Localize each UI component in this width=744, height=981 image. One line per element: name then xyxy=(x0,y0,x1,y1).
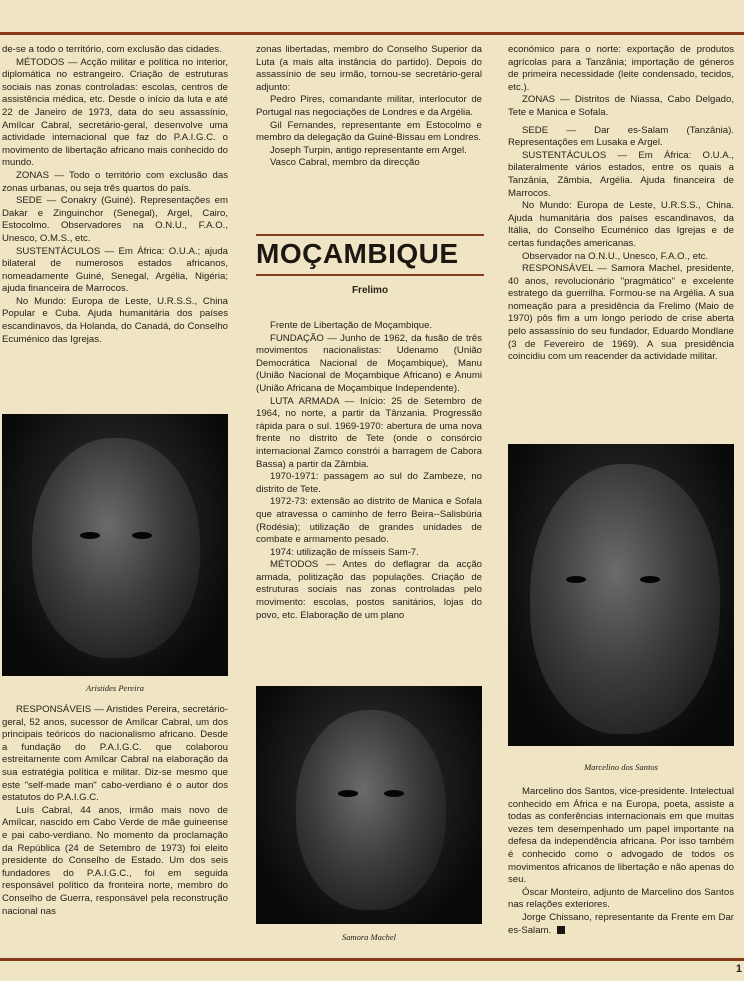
end-mark-icon xyxy=(557,926,565,934)
paragraph-sede: SEDE — Dar es-Salam (Tanzânia). Representações em Lusaka e Argel. xyxy=(508,124,734,149)
paragraph-zonas: ZONAS — Todo o território com exclusão das zonas urbanas, ou seja três quartos do país. xyxy=(2,169,228,194)
paragraph-sede: SEDE — Conakry (Guiné). Representações em Dakar e Zinguinchor (Senegal), Argel, Cairo, Estocolmo. Observadores na O.N.U., F.A.O., Unesco, O.M.S., etc. xyxy=(2,195,228,244)
caption-aristides: Aristides Pereira xyxy=(86,683,144,693)
section-subhead: Frelimo xyxy=(351,285,389,296)
paragraph-responsavel: RESPONSÁVEL — Samora Machel, presidente, 40 anos, revolucionário "pragmático" e excelente estratego da guerrilha. Formou-se na Argélia. A sua nomeação para a presidência da Frelimo (Maio de 1970) pôs fim a um longo período de crise aberta pelo assassínio do seu fundador, Eduardo Mondlane (3 de Fevereiro de 1969). A sua presidência coincidiu com um reacender da actividade militar. xyxy=(508,263,734,363)
portrait-eye xyxy=(566,576,586,583)
photo-samora-machel xyxy=(256,686,482,924)
paragraph-pedro-pires: Pedro Pires, comandante militar, interlocutor de Portugal nas negociações de Londres e da Argélia. xyxy=(256,94,482,118)
paragraph: económico para o norte: exportação de produtos agrícolas para a Tanzânia; importação de géneros de primeira necessidade (leite condensado, tecidos, etc.). xyxy=(508,44,734,93)
paragraph-observador: Observador na O.N.U., Unesco, F.A.O., etc. xyxy=(522,250,709,262)
paragraph-no-mundo: No Mundo: Europa de Leste, U.R.S.S., China. Ajuda humanitária dos países escandinavos, da Itália, do Conselho Ecuménico das Igrejas e de certas fundações americanas. xyxy=(508,200,734,249)
portrait-eye xyxy=(338,790,358,797)
paragraph: de-se a todo o território, com exclusão das cidades. xyxy=(2,44,222,55)
caption-marcelino: Marcelino dos Santos xyxy=(584,762,658,772)
caption-samora: Samora Machel xyxy=(341,932,397,942)
portrait-face xyxy=(32,438,200,658)
paragraph-sustentaculos: SUSTENTÁCULOS — Em África: O.U.A., bilateralmente vários estados, entre os quais a Tanzânia, Zâmbia, Argélia. Ajuda financeira de Marrocos. xyxy=(508,149,734,199)
paragraph-sustentaculos: SUSTENTÁCULOS — Em África: O.U.A.; ajuda bilateral de numerosos estados africanos, nomeadamente Guiné, Senegal, Argélia, Nigéria; ajuda financeira de Marrocos. xyxy=(2,245,228,295)
left-column-top xyxy=(2,44,228,346)
portrait-eye xyxy=(640,576,660,583)
middle-column-body xyxy=(256,320,482,622)
top-rule xyxy=(0,32,744,35)
paragraph-frente: Frente de Libertação de Moçambique. xyxy=(270,320,433,331)
portrait-eye xyxy=(384,790,404,797)
paragraph-joseph-turpin: Joseph Turpin, antigo representante em Argel. xyxy=(270,144,467,156)
photo-aristides-pereira xyxy=(2,414,228,676)
paragraph-oscar-monteiro: Óscar Monteiro, adjunto de Marcelino dos Santos nas relações exteriores. xyxy=(508,886,734,911)
section-headline: MOÇAMBIQUE xyxy=(256,238,459,269)
paragraph-1972: 1972-73: extensão ao distrito de Manica e Sofala que atravessa o caminho de ferro Beira--Salisbúria (Rodésia); utilização de grandes unidades de combate e armamento pesado. xyxy=(256,496,482,546)
portrait-eye xyxy=(80,532,100,539)
paragraph-jorge-chissano-text: Jorge Chissano, representante da Frente em Dar es-Salam. xyxy=(508,911,734,936)
paragraph-marcelino: Marcelino dos Santos, vice-presidente. Intelectual conhecido em África e na Europa, poeta, assiste a todas as conferências internacionais em que muitas vezes tem desempenhado um papel importante na defesa da independência africana. Por isso também é conhecido como o advogado de todos os movimentos africanos de libertação e não apenas do seu. xyxy=(508,786,734,886)
section-rule-bottom xyxy=(256,274,484,276)
section-rule-top xyxy=(256,234,484,236)
paragraph-metodos: MÉTODOS — Acção militar e política no interior, diplomática no estrangeiro. Criação de estruturas sociais nas zonas controladas: escolas, centros de assistência médica, etc. Desde o início da luta e até 22 de Janeiro de 1973, data do seu assassínio, Amílcar Cabral, secretário-geral, desenvolve uma actividade internacional que faz do P.A.I.G.C. o movimento de libertação africano mais conhecido do mundo. xyxy=(2,56,228,169)
left-column-bottom xyxy=(2,704,228,918)
paragraph-fundacao: FUNDAÇÃO — Junho de 1962, da fusão de três movimentos nacionalistas: Udenamo (União Democrática Nacional de Moçambique), Manu (União Nacional de Moçambique Africano) e Anumi (União Africana de Moçambique Independente). xyxy=(256,332,482,394)
paragraph-zonas: ZONAS — Distritos de Niassa, Cabo Delgado, Tete e Manica e Sofala. xyxy=(508,94,734,118)
paragraph-responsaveis: RESPONSÁVEIS — Aristides Pereira, secretário-geral, 52 anos, sucessor de Amílcar Cabral, um dos principais teóricos do nacionalismo africano. Desde a fundação do P.A.I.G.C. que colaborou estreitamente com Amílcar Cabral na elaboração da sua estratégia política e militar. Diz-se mesmo que este "self-made man" cabo-verdiano é o autor dos estatutos do P.A.I.G.C. xyxy=(2,704,228,804)
portrait-face xyxy=(530,464,720,734)
paragraph-gil-fernandes: Gil Fernandes, representante em Estocolmo e membro da delegação da Guiné-Bissau em Londres. xyxy=(256,119,482,144)
paragraph-metodos: MÉTODOS — Antes do deflagrar da acção armada, politização das populações. Criação de estruturas sociais nas zonas controladas pelo movimento: escolas, postos sanitários, lojas do povo, etc. Elaboração de um plano xyxy=(256,559,482,621)
middle-column-top xyxy=(256,44,482,170)
photo-marcelino-dos-santos xyxy=(508,444,734,746)
paragraph-luis-cabral: Luís Cabral, 44 anos, irmão mais novo de Amílcar, nascido em Cabo Verde de mãe guineense e pai cabo-verdiano. No momento da proclamação da República (24 de Setembro de 1973) foi eleito presidente do Conselho de Estado. Um dos seis fundadores do P.A.I.G.C., foi em seguida responsável político da fronteira norte, membro do Conselho de Guerra, responsável pela reconstrução nacional nas xyxy=(2,804,228,917)
paragraph-1974: 1974: utilização de mísseis Sam-7. xyxy=(270,546,419,558)
paragraph-no-mundo: No Mundo: Europa de Leste, U.R.S.S., China Popular e Cuba. Ajuda humanitária dos países escandinavos, da Holanda, do Canadá, do Conselho Ecuménico das Igrejas. xyxy=(2,295,228,345)
right-column-top xyxy=(508,44,734,364)
paragraph-1970: 1970-1971: passagem ao sul do Zambeze, no distrito de Tete. xyxy=(256,471,482,495)
paragraph-vasco-cabral: Vasco Cabral, membro da direcção xyxy=(270,157,420,169)
paragraph-luta-armada: LUTA ARMADA — Início: 25 de Setembro de 1964, no norte, a partir da Tânzania. Progressão rápida para o sul. 1969-1970: abertura de uma nova frente no distrito de Tete (onde o consórcio internacional Zamco constrói a barragem de Cabora Bassa) a partir da Zâmbia. xyxy=(256,395,482,470)
right-column-bottom xyxy=(508,786,734,937)
paragraph-jorge-chissano xyxy=(508,912,734,937)
portrait-face xyxy=(296,710,446,910)
bottom-rule xyxy=(0,958,744,961)
portrait-eye xyxy=(132,532,152,539)
paragraph: zonas libertadas, membro do Conselho Superior da Luta (a mais alta instância do partido). Depois do assassínio de seu irmão, tornou-se secretário-geral adjunto: xyxy=(256,44,482,93)
page-number: 1 xyxy=(735,963,742,975)
